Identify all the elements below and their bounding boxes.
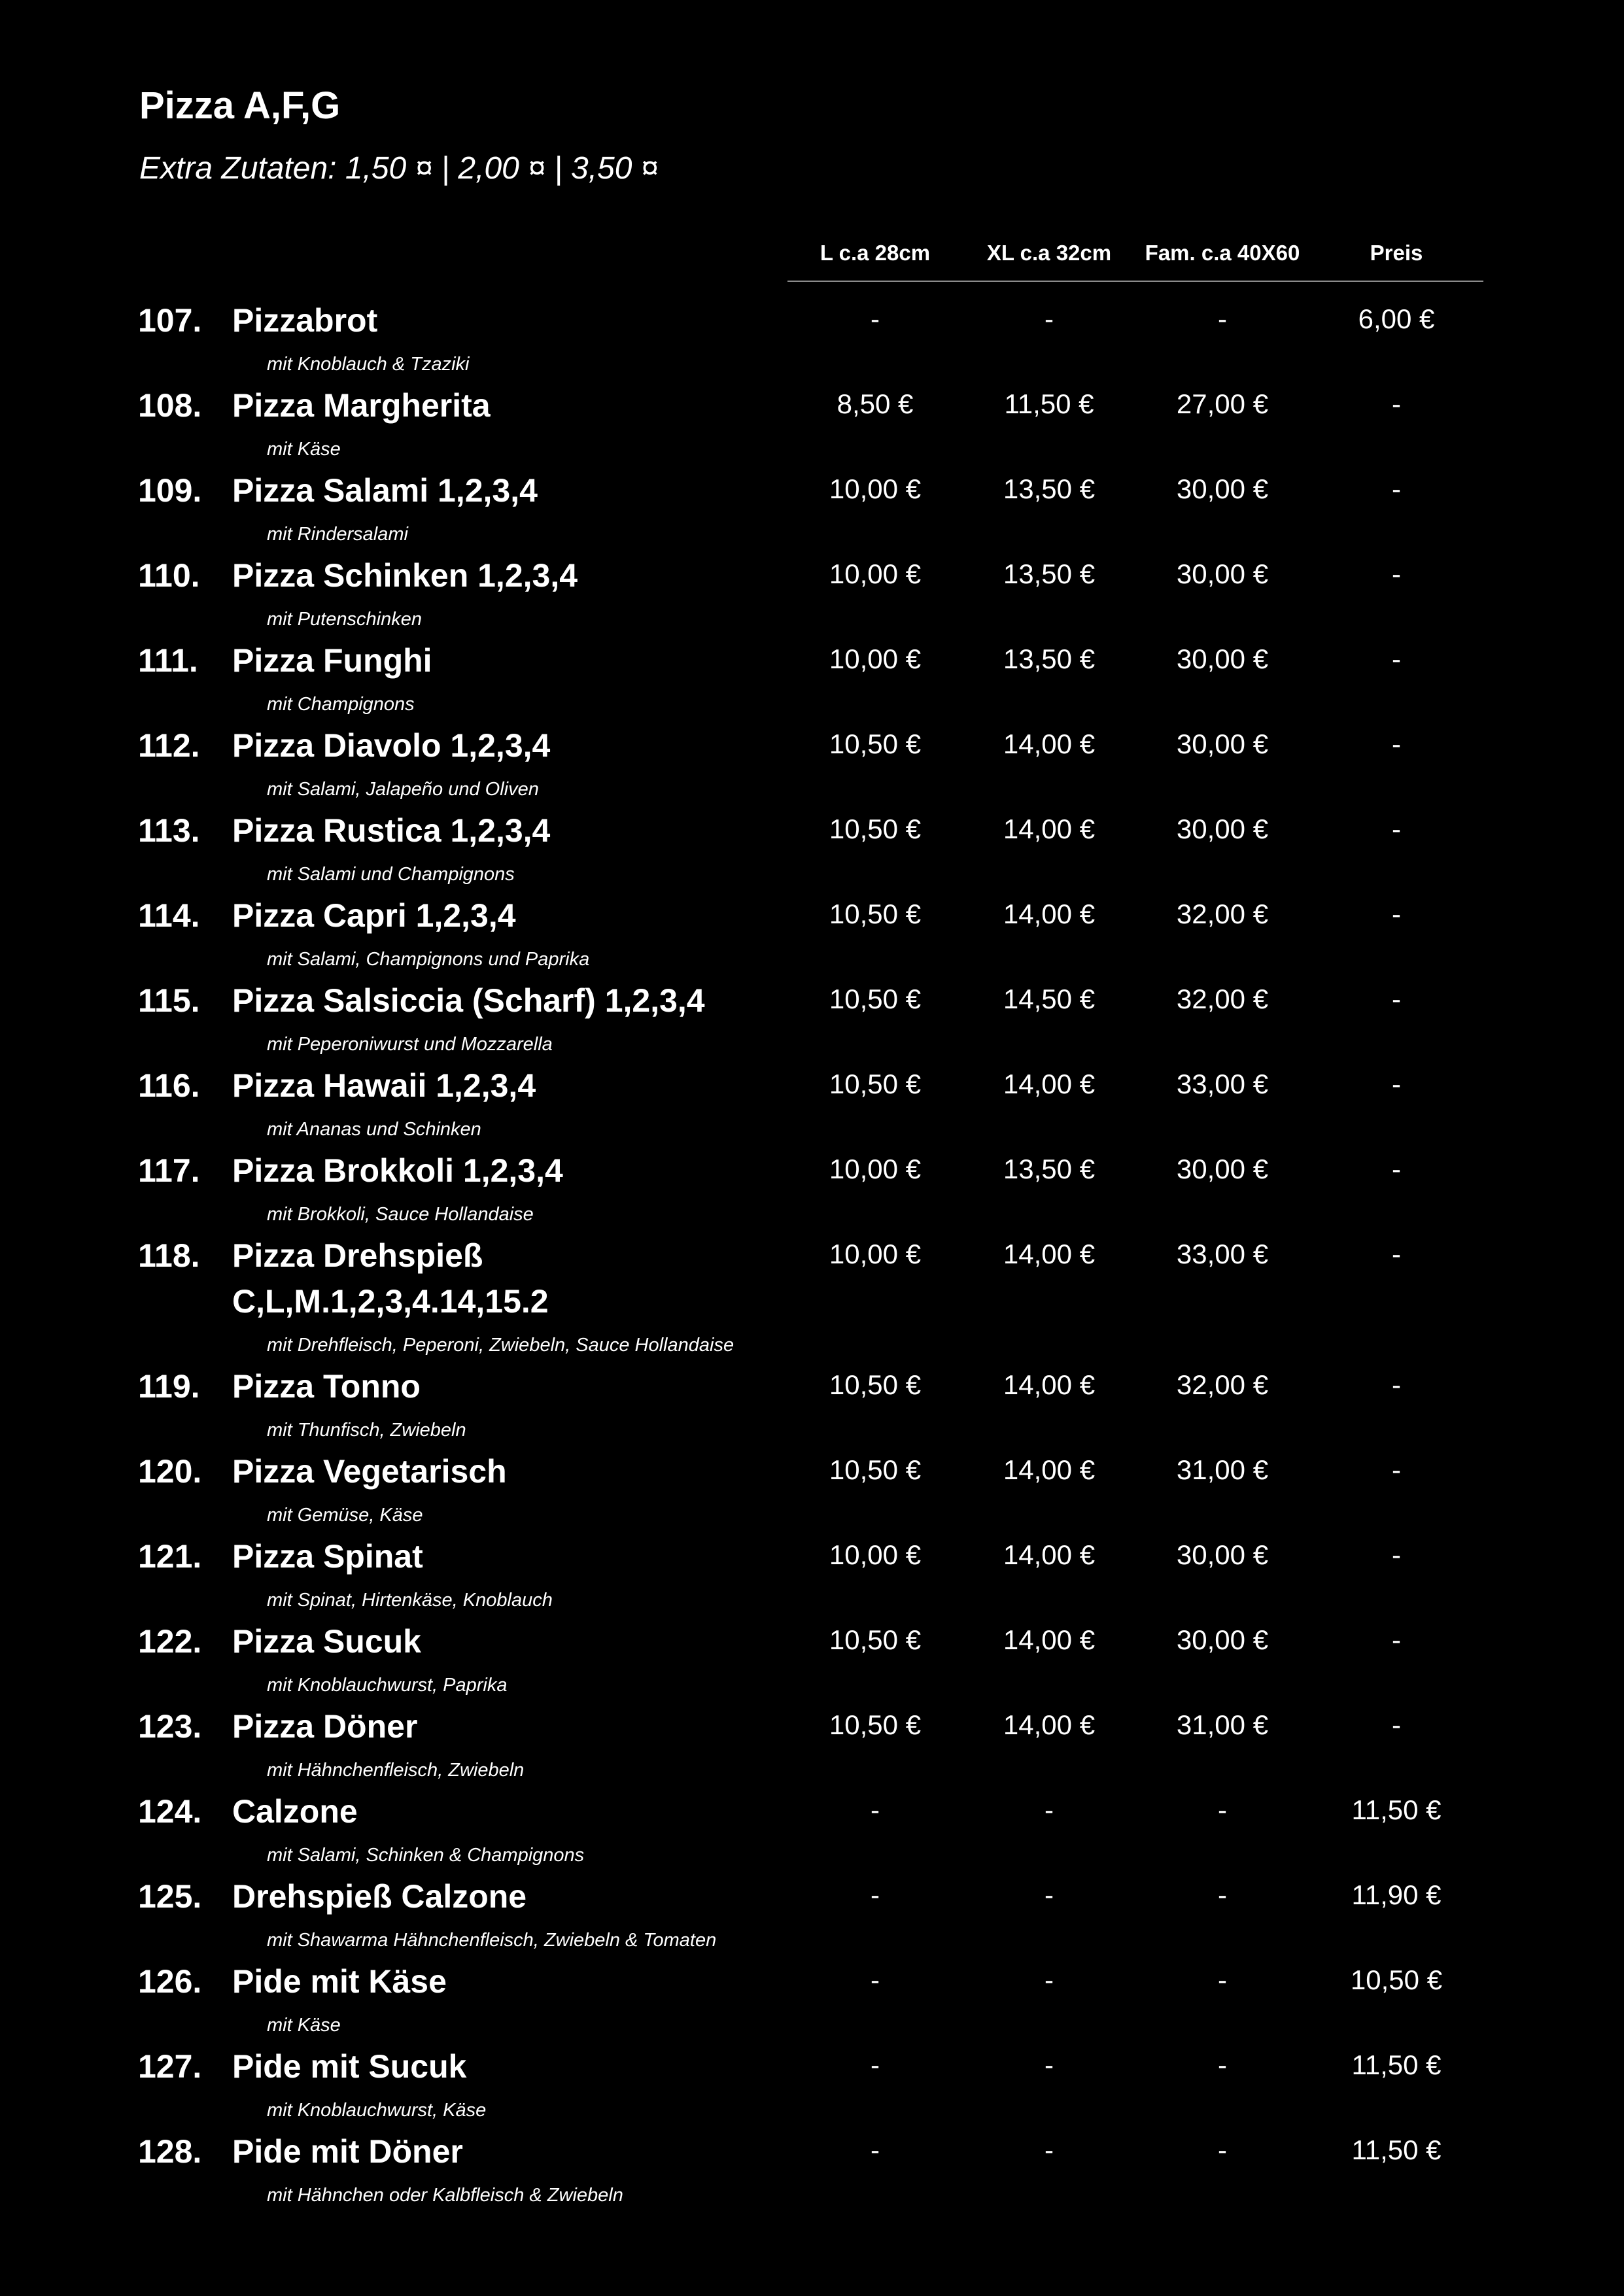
item-number: 112. [138, 727, 200, 764]
menu-item [0, 1370, 1624, 1448]
item-number: 113. [138, 812, 200, 849]
item-number: 124. [138, 1793, 202, 1830]
price-xl: 14,00 € [1003, 728, 1096, 759]
item-name: Pizza Rustica 1,2,3,4 [232, 812, 551, 849]
item-number: 126. [138, 1963, 202, 2000]
price-family: 30,00 € [1176, 728, 1269, 759]
item-description: mit Shawarma Hähnchenfleisch, Zwiebeln & Tomaten [267, 1930, 717, 1951]
price-family: 27,00 € [1176, 388, 1269, 419]
column-header-price: Preis [1370, 241, 1423, 265]
menu-item [0, 1455, 1624, 1534]
item-number: 120. [138, 1453, 202, 1490]
price-family: 30,00 € [1176, 1539, 1269, 1570]
menu-item [0, 474, 1624, 553]
header-divider [787, 281, 1483, 282]
menu-item [0, 1625, 1624, 1704]
item-description: mit Hähnchen oder Kalbfleisch & Zwiebeln [267, 2185, 623, 2206]
price-single: 11,50 € [1351, 2134, 1442, 2165]
price-xl: 14,00 € [1003, 1709, 1096, 1740]
item-number: 119. [138, 1368, 200, 1405]
item-name: Pide mit Döner [232, 2133, 463, 2170]
item-number: 125. [138, 1878, 202, 1915]
menu-item [0, 1069, 1624, 1148]
price-xl: - [1045, 1879, 1054, 1910]
price-family: 30,00 € [1176, 558, 1269, 589]
item-description: mit Salami, Champignons und Paprika [267, 949, 590, 970]
price-xl: 14,00 € [1003, 899, 1096, 929]
column-header-family: Fam. c.a 40X60 [1145, 241, 1300, 265]
menu-item [0, 1880, 1624, 1959]
item-name: Pizza Funghi [232, 642, 432, 679]
price-l: 10,50 € [829, 1454, 922, 1485]
item-number: 123. [138, 1708, 202, 1745]
item-number: 117. [138, 1152, 200, 1189]
menu-item [0, 304, 1624, 383]
price-l: 10,00 € [829, 1154, 922, 1184]
item-name: Pizza Margherita [232, 387, 491, 424]
item-number: 108. [138, 387, 202, 424]
price-single: 11,50 € [1351, 2049, 1442, 2080]
menu-item [0, 559, 1624, 638]
menu-item [0, 1795, 1624, 1874]
item-name: Pizza Hawaii 1,2,3,4 [232, 1067, 536, 1104]
column-header-xl: XL c.a 32cm [986, 241, 1112, 265]
menu-item [0, 2050, 1624, 2129]
price-l: 10,00 € [829, 558, 922, 589]
price-xl: - [1045, 2049, 1054, 2080]
item-name: Pide mit Sucuk [232, 2048, 467, 2085]
item-description: mit Salami, Jalapeño und Oliven [267, 779, 539, 800]
item-name: Pide mit Käse [232, 1963, 447, 2000]
item-description: mit Ananas und Schinken [267, 1119, 481, 1140]
item-name: Drehspieß Calzone [232, 1878, 527, 1915]
menu-item [0, 1540, 1624, 1619]
price-l: 10,50 € [829, 984, 922, 1014]
menu-item [0, 389, 1624, 468]
item-description: mit Champignons [267, 694, 415, 715]
item-description: mit Salami und Champignons [267, 864, 515, 885]
menu-item [0, 1237, 1624, 1356]
price-l: 8,50 € [837, 388, 914, 419]
menu-item [0, 1965, 1624, 2044]
price-xl: 14,00 € [1003, 1069, 1096, 1099]
price-single: - [1392, 814, 1401, 844]
item-name: Calzone [232, 1793, 358, 1830]
price-single: 11,90 € [1351, 1879, 1442, 1910]
item-number: 118. [138, 1237, 200, 1274]
price-single: - [1392, 1369, 1401, 1400]
price-single: - [1392, 558, 1401, 589]
item-description: mit Käse [267, 439, 341, 460]
item-description: mit Salami, Schinken & Champignons [267, 1845, 585, 1866]
item-description: mit Peperoniwurst und Mozzarella [267, 1034, 553, 1055]
item-description: mit Hähnchenfleisch, Zwiebeln [267, 1760, 525, 1781]
price-single: - [1392, 1624, 1401, 1655]
item-name: Pizza Tonno [232, 1368, 421, 1405]
price-l: 10,50 € [829, 1709, 922, 1740]
price-single: - [1392, 1454, 1401, 1485]
price-family: 33,00 € [1176, 1239, 1269, 1269]
item-name: Pizza Sucuk [232, 1623, 421, 1660]
item-description: mit Drehfleisch, Peperoni, Zwiebeln, Sauce Hollandaise [267, 1335, 734, 1356]
menu-title: Pizza A,F,G [139, 84, 341, 127]
price-family: - [1218, 2049, 1227, 2080]
item-number: 128. [138, 2133, 202, 2170]
menu-item [0, 2135, 1624, 2214]
item-number: 107. [138, 302, 202, 339]
item-name: Pizza Drehspieß [232, 1237, 483, 1274]
price-l: - [871, 2049, 880, 2080]
menu-item [0, 814, 1624, 893]
menu-item [0, 1710, 1624, 1789]
price-xl: 14,00 € [1003, 1624, 1096, 1655]
price-single: - [1392, 1539, 1401, 1570]
price-l: 10,50 € [829, 728, 922, 759]
item-name-line2: C,L,M.1,2,3,4.14,15.2 [232, 1283, 549, 1320]
price-family: 31,00 € [1176, 1454, 1269, 1485]
item-description: mit Thunfisch, Zwiebeln [267, 1420, 466, 1441]
item-name: Pizza Capri 1,2,3,4 [232, 897, 516, 934]
price-single: - [1392, 1709, 1401, 1740]
item-number: 110. [138, 557, 200, 594]
price-l: 10,50 € [829, 1624, 922, 1655]
item-description: mit Brokkoli, Sauce Hollandaise [267, 1204, 534, 1225]
price-xl: 14,50 € [1003, 984, 1096, 1014]
item-description: mit Putenschinken [267, 609, 422, 630]
price-single: - [1392, 984, 1401, 1014]
item-name: Pizza Schinken 1,2,3,4 [232, 557, 578, 594]
item-name: Pizza Diavolo 1,2,3,4 [232, 727, 551, 764]
price-family: - [1218, 2134, 1227, 2165]
price-xl: - [1045, 1794, 1054, 1825]
price-xl: - [1045, 2134, 1054, 2165]
price-single: - [1392, 1069, 1401, 1099]
price-family: 31,00 € [1176, 1709, 1269, 1740]
price-family: 30,00 € [1176, 1624, 1269, 1655]
price-xl: - [1045, 303, 1054, 334]
price-l: - [871, 1794, 880, 1825]
price-single: - [1392, 1239, 1401, 1269]
price-l: - [871, 1879, 880, 1910]
item-name: Pizza Salami 1,2,3,4 [232, 472, 538, 509]
price-family: - [1218, 1879, 1227, 1910]
item-name: Pizza Brokkoli 1,2,3,4 [232, 1152, 563, 1189]
item-number: 122. [138, 1623, 202, 1660]
item-number: 121. [138, 1538, 202, 1575]
item-number: 115. [138, 982, 200, 1019]
item-number: 114. [138, 897, 200, 934]
price-family: 32,00 € [1176, 899, 1269, 929]
item-name: Pizza Spinat [232, 1538, 423, 1575]
price-single: - [1392, 643, 1401, 674]
menu-item [0, 729, 1624, 808]
price-l: 10,50 € [829, 899, 922, 929]
item-description: mit Knoblauch & Tzaziki [267, 354, 470, 375]
item-description: mit Käse [267, 2015, 341, 2036]
price-single: 11,50 € [1351, 1794, 1442, 1825]
menu-item [0, 1154, 1624, 1233]
price-family: 30,00 € [1176, 1154, 1269, 1184]
price-xl: 11,50 € [1004, 388, 1094, 419]
item-description: mit Spinat, Hirtenkäse, Knoblauch [267, 1590, 553, 1611]
price-family: - [1218, 1794, 1227, 1825]
menu-item [0, 899, 1624, 978]
price-xl: 14,00 € [1003, 814, 1096, 844]
price-xl: 13,50 € [1003, 558, 1096, 589]
price-single: - [1392, 1154, 1401, 1184]
item-name: Pizza Salsiccia (Scharf) 1,2,3,4 [232, 982, 705, 1019]
price-single: - [1392, 728, 1401, 759]
price-family: 30,00 € [1176, 473, 1269, 504]
item-description: mit Rindersalami [267, 524, 408, 545]
price-l: - [871, 2134, 880, 2165]
price-xl: 14,00 € [1003, 1454, 1096, 1485]
price-xl: 13,50 € [1003, 473, 1096, 504]
price-l: 10,50 € [829, 814, 922, 844]
price-xl: 14,00 € [1003, 1369, 1096, 1400]
column-header-l: L c.a 28cm [820, 241, 931, 265]
price-single: - [1392, 388, 1401, 419]
price-xl: 14,00 € [1003, 1239, 1096, 1269]
item-number: 127. [138, 2048, 202, 2085]
item-number: 111. [138, 642, 198, 679]
price-l: - [871, 1964, 880, 1995]
price-l: 10,50 € [829, 1069, 922, 1099]
price-family: 32,00 € [1176, 984, 1269, 1014]
price-l: 10,00 € [829, 473, 922, 504]
price-family: 32,00 € [1176, 1369, 1269, 1400]
item-description: mit Gemüse, Käse [267, 1505, 423, 1526]
price-xl: - [1045, 1964, 1054, 1995]
price-xl: 13,50 € [1003, 1154, 1096, 1184]
price-single: - [1392, 473, 1401, 504]
price-l: 10,00 € [829, 1239, 922, 1269]
menu-item [0, 984, 1624, 1063]
item-description: mit Knoblauchwurst, Paprika [267, 1675, 508, 1696]
price-family: 33,00 € [1176, 1069, 1269, 1099]
item-name: Pizzabrot [232, 302, 378, 339]
price-xl: 13,50 € [1003, 643, 1096, 674]
price-family: - [1218, 303, 1227, 334]
price-xl: 14,00 € [1003, 1539, 1096, 1570]
price-l: 10,50 € [829, 1369, 922, 1400]
price-family: - [1218, 1964, 1227, 1995]
item-name: Pizza Vegetarisch [232, 1453, 507, 1490]
item-description: mit Knoblauchwurst, Käse [267, 2100, 487, 2121]
price-family: 30,00 € [1176, 643, 1269, 674]
price-l: - [871, 303, 880, 334]
price-single: 6,00 € [1358, 303, 1435, 334]
item-name: Pizza Döner [232, 1708, 418, 1745]
price-single: - [1392, 899, 1401, 929]
price-family: 30,00 € [1176, 814, 1269, 844]
item-number: 109. [138, 472, 202, 509]
extras-line: Extra Zutaten: 1,50 ¤ | 2,00 ¤ | 3,50 ¤ [139, 151, 659, 186]
price-l: 10,00 € [829, 1539, 922, 1570]
price-single: 10,50 € [1350, 1964, 1443, 1995]
menu-item [0, 644, 1624, 723]
price-l: 10,00 € [829, 643, 922, 674]
item-number: 116. [138, 1067, 200, 1104]
